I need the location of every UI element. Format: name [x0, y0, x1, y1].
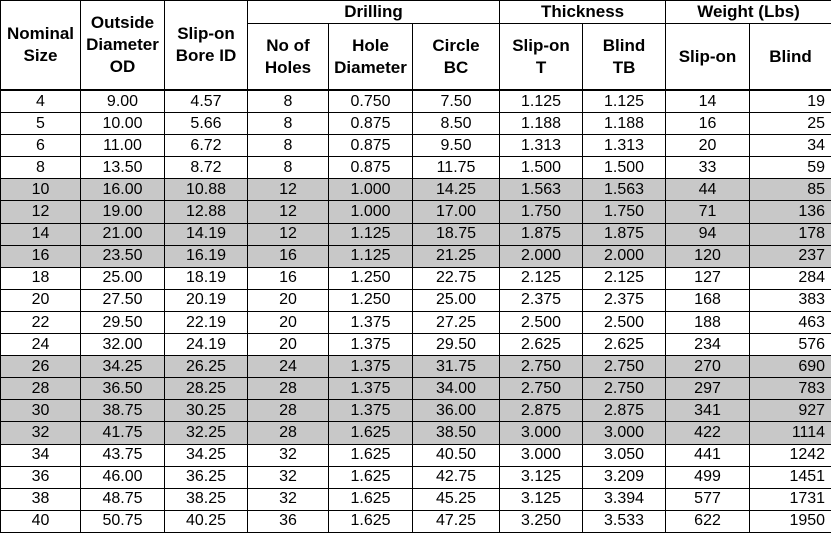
cell-weight-blind: 284	[750, 267, 831, 289]
cell-weight-slipon: 341	[666, 400, 750, 422]
cell-weight-slipon: 16	[666, 113, 750, 135]
cell-weight-blind: 783	[750, 378, 831, 400]
cell-circle-bc: 34.00	[413, 378, 500, 400]
cell-weight-slipon: 270	[666, 356, 750, 378]
cell-hole-diameter: 0.875	[329, 113, 413, 135]
cell-slipon-bore: 22.19	[165, 311, 248, 333]
cell-circle-bc: 7.50	[413, 90, 500, 113]
cell-weight-blind: 85	[750, 179, 831, 201]
cell-weight-blind: 237	[750, 245, 831, 267]
cell-nominal-size: 14	[1, 223, 81, 245]
cell-circle-bc: 36.00	[413, 400, 500, 422]
cell-slipon-bore: 30.25	[165, 400, 248, 422]
cell-circle-bc: 47.25	[413, 510, 500, 532]
cell-thickness-blind: 3.000	[583, 422, 666, 444]
cell-hole-diameter: 1.625	[329, 510, 413, 532]
cell-thickness-slipon: 1.750	[500, 201, 583, 223]
cell-circle-bc: 38.50	[413, 422, 500, 444]
table-row	[1, 157, 831, 179]
cell-thickness-slipon: 2.875	[500, 400, 583, 422]
cell-thickness-blind: 1.750	[583, 201, 666, 223]
cell-thickness-slipon: 2.000	[500, 245, 583, 267]
cell-weight-slipon: 94	[666, 223, 750, 245]
cell-weight-blind: 1950	[750, 510, 831, 532]
cell-hole-diameter: 0.875	[329, 157, 413, 179]
cell-weight-blind: 19	[750, 90, 831, 113]
cell-outside-diameter: 29.50	[81, 311, 165, 333]
cell-hole-diameter: 1.375	[329, 356, 413, 378]
cell-thickness-slipon: 2.500	[500, 311, 583, 333]
cell-weight-slipon: 14	[666, 90, 750, 113]
cell-hole-diameter: 1.250	[329, 289, 413, 311]
cell-weight-slipon: 188	[666, 311, 750, 333]
cell-no-of-holes: 24	[248, 356, 329, 378]
header-slipon-bore: Slip-on Bore ID	[165, 1, 248, 91]
cell-nominal-size: 4	[1, 90, 81, 113]
table-body	[1, 90, 831, 533]
table-row	[1, 422, 831, 444]
cell-outside-diameter: 19.00	[81, 201, 165, 223]
cell-thickness-slipon: 1.313	[500, 135, 583, 157]
cell-slipon-bore: 34.25	[165, 444, 248, 466]
cell-no-of-holes: 12	[248, 223, 329, 245]
cell-thickness-blind: 2.625	[583, 334, 666, 356]
cell-hole-diameter: 1.375	[329, 311, 413, 333]
cell-thickness-blind: 3.050	[583, 444, 666, 466]
cell-slipon-bore: 32.25	[165, 422, 248, 444]
cell-slipon-bore: 36.25	[165, 466, 248, 488]
cell-thickness-slipon: 2.375	[500, 289, 583, 311]
cell-thickness-blind: 2.875	[583, 400, 666, 422]
cell-circle-bc: 27.25	[413, 311, 500, 333]
table-row	[1, 510, 831, 532]
cell-circle-bc: 18.75	[413, 223, 500, 245]
cell-hole-diameter: 1.375	[329, 378, 413, 400]
cell-outside-diameter: 46.00	[81, 466, 165, 488]
cell-thickness-blind: 1.875	[583, 223, 666, 245]
cell-weight-slipon: 622	[666, 510, 750, 532]
table-row	[1, 245, 831, 267]
cell-slipon-bore: 4.57	[165, 90, 248, 113]
table-row	[1, 201, 831, 223]
cell-weight-slipon: 120	[666, 245, 750, 267]
cell-weight-blind: 1114	[750, 422, 831, 444]
cell-hole-diameter: 1.000	[329, 179, 413, 201]
cell-outside-diameter: 25.00	[81, 267, 165, 289]
header-group-drilling: Drilling	[248, 1, 500, 24]
cell-thickness-blind: 1.563	[583, 179, 666, 201]
cell-no-of-holes: 28	[248, 400, 329, 422]
cell-slipon-bore: 16.19	[165, 245, 248, 267]
header-weight-slipon: Slip-on	[666, 24, 750, 91]
table-row	[1, 311, 831, 333]
cell-weight-slipon: 422	[666, 422, 750, 444]
cell-weight-slipon: 127	[666, 267, 750, 289]
cell-no-of-holes: 16	[248, 267, 329, 289]
cell-slipon-bore: 10.88	[165, 179, 248, 201]
cell-hole-diameter: 1.125	[329, 245, 413, 267]
cell-thickness-slipon: 3.000	[500, 422, 583, 444]
cell-weight-slipon: 577	[666, 488, 750, 510]
cell-circle-bc: 31.75	[413, 356, 500, 378]
cell-thickness-blind: 1.313	[583, 135, 666, 157]
header-row-groups	[1, 1, 831, 24]
cell-no-of-holes: 32	[248, 444, 329, 466]
cell-weight-slipon: 441	[666, 444, 750, 466]
cell-no-of-holes: 12	[248, 201, 329, 223]
cell-nominal-size: 32	[1, 422, 81, 444]
table-row	[1, 113, 831, 135]
cell-circle-bc: 8.50	[413, 113, 500, 135]
cell-hole-diameter: 0.875	[329, 135, 413, 157]
cell-weight-blind: 576	[750, 334, 831, 356]
cell-circle-bc: 9.50	[413, 135, 500, 157]
cell-no-of-holes: 28	[248, 422, 329, 444]
header-thickness-blind: Blind TB	[583, 24, 666, 91]
cell-weight-blind: 34	[750, 135, 831, 157]
cell-outside-diameter: 41.75	[81, 422, 165, 444]
header-thickness-slipon: Slip-on T	[500, 24, 583, 91]
cell-outside-diameter: 43.75	[81, 444, 165, 466]
cell-hole-diameter: 1.375	[329, 334, 413, 356]
cell-thickness-slipon: 3.250	[500, 510, 583, 532]
cell-circle-bc: 45.25	[413, 488, 500, 510]
cell-weight-slipon: 499	[666, 466, 750, 488]
table-row	[1, 179, 831, 201]
cell-slipon-bore: 14.19	[165, 223, 248, 245]
cell-thickness-slipon: 2.125	[500, 267, 583, 289]
cell-thickness-blind: 2.375	[583, 289, 666, 311]
cell-slipon-bore: 38.25	[165, 488, 248, 510]
cell-thickness-slipon: 2.750	[500, 378, 583, 400]
cell-outside-diameter: 48.75	[81, 488, 165, 510]
cell-outside-diameter: 50.75	[81, 510, 165, 532]
cell-no-of-holes: 8	[248, 113, 329, 135]
cell-no-of-holes: 12	[248, 179, 329, 201]
cell-slipon-bore: 5.66	[165, 113, 248, 135]
cell-slipon-bore: 40.25	[165, 510, 248, 532]
cell-nominal-size: 26	[1, 356, 81, 378]
cell-weight-blind: 1242	[750, 444, 831, 466]
cell-nominal-size: 20	[1, 289, 81, 311]
cell-outside-diameter: 10.00	[81, 113, 165, 135]
table-row	[1, 289, 831, 311]
cell-hole-diameter: 1.375	[329, 400, 413, 422]
table-row	[1, 488, 831, 510]
cell-thickness-blind: 2.000	[583, 245, 666, 267]
cell-no-of-holes: 20	[248, 289, 329, 311]
cell-no-of-holes: 20	[248, 311, 329, 333]
header-weight-blind: Blind	[750, 24, 831, 91]
table-header	[1, 1, 831, 91]
cell-nominal-size: 30	[1, 400, 81, 422]
cell-thickness-slipon: 1.563	[500, 179, 583, 201]
cell-thickness-blind: 2.750	[583, 378, 666, 400]
cell-thickness-slipon: 3.125	[500, 488, 583, 510]
cell-thickness-blind: 2.125	[583, 267, 666, 289]
table-row	[1, 90, 831, 113]
cell-hole-diameter: 0.750	[329, 90, 413, 113]
cell-nominal-size: 34	[1, 444, 81, 466]
cell-weight-blind: 25	[750, 113, 831, 135]
cell-circle-bc: 11.75	[413, 157, 500, 179]
cell-weight-slipon: 168	[666, 289, 750, 311]
header-hole-diameter: Hole Diameter	[329, 24, 413, 91]
cell-thickness-blind: 1.188	[583, 113, 666, 135]
cell-slipon-bore: 20.19	[165, 289, 248, 311]
cell-no-of-holes: 32	[248, 488, 329, 510]
cell-weight-slipon: 234	[666, 334, 750, 356]
cell-circle-bc: 22.75	[413, 267, 500, 289]
cell-slipon-bore: 26.25	[165, 356, 248, 378]
cell-thickness-slipon: 2.750	[500, 356, 583, 378]
cell-thickness-slipon: 3.125	[500, 466, 583, 488]
cell-no-of-holes: 8	[248, 135, 329, 157]
cell-thickness-slipon: 1.125	[500, 90, 583, 113]
cell-thickness-blind: 3.533	[583, 510, 666, 532]
cell-weight-slipon: 20	[666, 135, 750, 157]
cell-slipon-bore: 8.72	[165, 157, 248, 179]
cell-weight-blind: 383	[750, 289, 831, 311]
cell-outside-diameter: 16.00	[81, 179, 165, 201]
cell-hole-diameter: 1.625	[329, 466, 413, 488]
cell-weight-blind: 1731	[750, 488, 831, 510]
cell-thickness-slipon: 1.500	[500, 157, 583, 179]
cell-weight-blind: 59	[750, 157, 831, 179]
cell-slipon-bore: 18.19	[165, 267, 248, 289]
cell-slipon-bore: 6.72	[165, 135, 248, 157]
cell-nominal-size: 36	[1, 466, 81, 488]
cell-no-of-holes: 8	[248, 157, 329, 179]
header-no-of-holes: No of Holes	[248, 24, 329, 91]
cell-thickness-blind: 2.500	[583, 311, 666, 333]
cell-hole-diameter: 1.625	[329, 488, 413, 510]
cell-outside-diameter: 11.00	[81, 135, 165, 157]
cell-hole-diameter: 1.625	[329, 422, 413, 444]
cell-outside-diameter: 34.25	[81, 356, 165, 378]
cell-nominal-size: 16	[1, 245, 81, 267]
cell-thickness-slipon: 3.000	[500, 444, 583, 466]
cell-hole-diameter: 1.000	[329, 201, 413, 223]
cell-thickness-blind: 3.209	[583, 466, 666, 488]
table-row	[1, 356, 831, 378]
table-row	[1, 223, 831, 245]
cell-hole-diameter: 1.625	[329, 444, 413, 466]
cell-weight-blind: 1451	[750, 466, 831, 488]
cell-nominal-size: 12	[1, 201, 81, 223]
cell-outside-diameter: 27.50	[81, 289, 165, 311]
header-group-thickness: Thickness	[500, 1, 666, 24]
cell-slipon-bore: 28.25	[165, 378, 248, 400]
cell-weight-blind: 178	[750, 223, 831, 245]
cell-nominal-size: 38	[1, 488, 81, 510]
table-row	[1, 135, 831, 157]
cell-thickness-blind: 2.750	[583, 356, 666, 378]
table-row	[1, 444, 831, 466]
cell-outside-diameter: 13.50	[81, 157, 165, 179]
cell-weight-slipon: 297	[666, 378, 750, 400]
cell-no-of-holes: 8	[248, 90, 329, 113]
cell-circle-bc: 21.25	[413, 245, 500, 267]
header-nominal-size: Nominal Size	[1, 1, 81, 91]
cell-no-of-holes: 16	[248, 245, 329, 267]
cell-circle-bc: 40.50	[413, 444, 500, 466]
table-row	[1, 267, 831, 289]
header-group-weight: Weight (Lbs)	[666, 1, 831, 24]
cell-no-of-holes: 20	[248, 334, 329, 356]
cell-weight-slipon: 33	[666, 157, 750, 179]
cell-circle-bc: 25.00	[413, 289, 500, 311]
cell-weight-blind: 463	[750, 311, 831, 333]
cell-weight-blind: 690	[750, 356, 831, 378]
cell-weight-blind: 136	[750, 201, 831, 223]
cell-hole-diameter: 1.125	[329, 223, 413, 245]
cell-nominal-size: 10	[1, 179, 81, 201]
cell-nominal-size: 40	[1, 510, 81, 532]
cell-circle-bc: 29.50	[413, 334, 500, 356]
cell-no-of-holes: 36	[248, 510, 329, 532]
cell-thickness-slipon: 1.188	[500, 113, 583, 135]
table-row	[1, 334, 831, 356]
cell-thickness-slipon: 2.625	[500, 334, 583, 356]
cell-weight-slipon: 44	[666, 179, 750, 201]
cell-slipon-bore: 12.88	[165, 201, 248, 223]
cell-no-of-holes: 32	[248, 466, 329, 488]
cell-circle-bc: 42.75	[413, 466, 500, 488]
cell-nominal-size: 18	[1, 267, 81, 289]
header-circle-bc: Circle BC	[413, 24, 500, 91]
cell-thickness-blind: 1.125	[583, 90, 666, 113]
cell-outside-diameter: 23.50	[81, 245, 165, 267]
header-outside-diameter: Outside Diameter OD	[81, 1, 165, 91]
cell-outside-diameter: 9.00	[81, 90, 165, 113]
cell-outside-diameter: 21.00	[81, 223, 165, 245]
cell-outside-diameter: 38.75	[81, 400, 165, 422]
cell-outside-diameter: 32.00	[81, 334, 165, 356]
cell-no-of-holes: 28	[248, 378, 329, 400]
cell-nominal-size: 28	[1, 378, 81, 400]
cell-nominal-size: 6	[1, 135, 81, 157]
table-row	[1, 466, 831, 488]
cell-slipon-bore: 24.19	[165, 334, 248, 356]
cell-thickness-blind: 3.394	[583, 488, 666, 510]
table-row	[1, 400, 831, 422]
cell-weight-slipon: 71	[666, 201, 750, 223]
cell-nominal-size: 5	[1, 113, 81, 135]
cell-outside-diameter: 36.50	[81, 378, 165, 400]
cell-nominal-size: 22	[1, 311, 81, 333]
cell-nominal-size: 8	[1, 157, 81, 179]
cell-hole-diameter: 1.250	[329, 267, 413, 289]
cell-thickness-blind: 1.500	[583, 157, 666, 179]
cell-circle-bc: 17.00	[413, 201, 500, 223]
cell-circle-bc: 14.25	[413, 179, 500, 201]
cell-nominal-size: 24	[1, 334, 81, 356]
table-row	[1, 378, 831, 400]
cell-weight-blind: 927	[750, 400, 831, 422]
cell-thickness-slipon: 1.875	[500, 223, 583, 245]
